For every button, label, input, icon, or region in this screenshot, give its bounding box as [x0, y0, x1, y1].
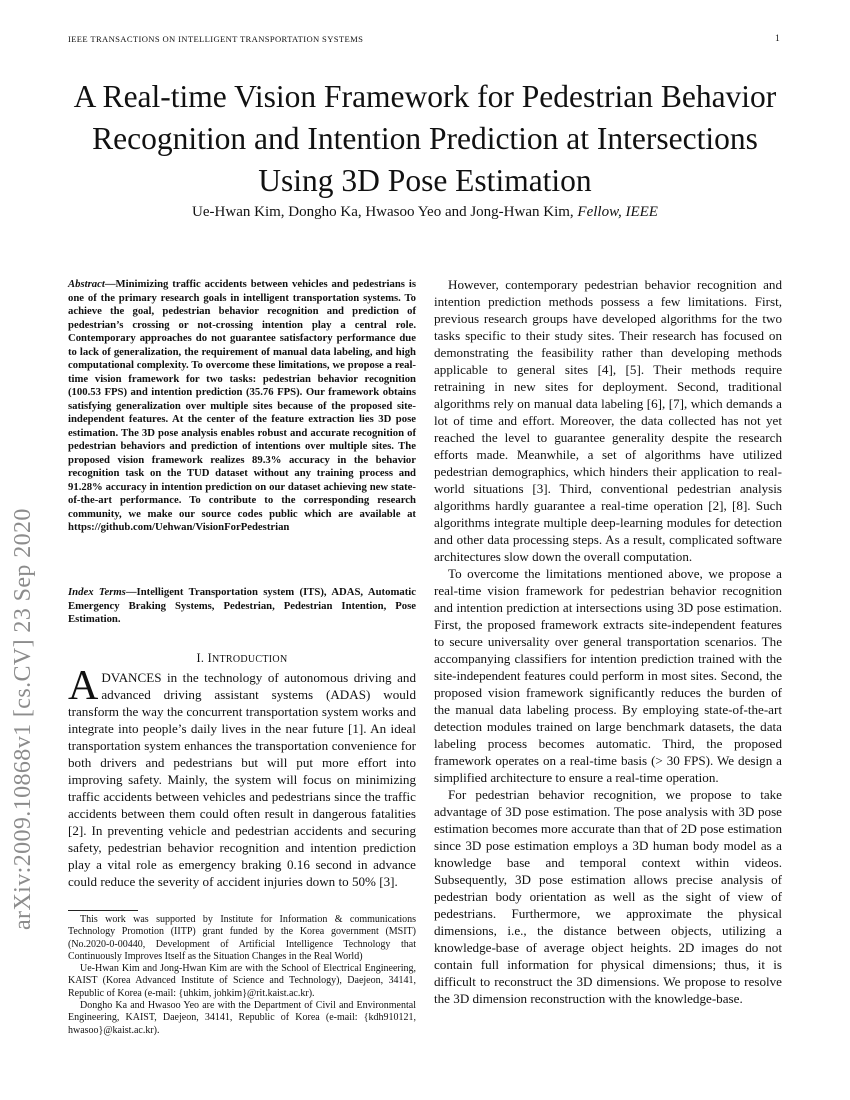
drop-cap: A: [68, 663, 99, 709]
arxiv-stamp: arXiv:2009.10868v1 [cs.CV] 23 Sep 2020: [10, 508, 36, 930]
paragraph-limitations: However, contemporary pedestrian behavior recognition and intention prediction methods possess a few limitations. First, previous research groups have developed algorithms for the two tasks specific to their study sites. Their research has focused on demonstrating the feasibility rather than developing methods applicable to general sites [4], [5]. Their methods require retraining in new sites for deployment. Second, traditional algorithms rely on manual data labeling [6], [7], which demands a lot of time and effort. Moreover, the data collected has not yet reached the level to guarantee generality despite the research efforts made. Meanwhile, a set of algorithms have utilized pedestrian demographics, which hinders their application to real-world situations [3]. Third, conventional pedestrian analysis algorithms hardly guarantee a real-time operation [2], [8]. Such algorithms integrate multiple deep-learning modules for detection and other data processing steps. As a result, complicated software architectures slow down the overall computation.: [434, 277, 782, 564]
introduction-paragraph: [68, 663, 416, 890]
footnote-funding: This work was supported by Institute for Information & communications Technology Promotion (IITP) grant funded by the Korea government (MSIT) (No.2020-0-00440, Development of Artificial Intelligence Technology that Continuously Improves Itself as the Situation Changes in the Real World): [68, 914, 416, 962]
index-terms-label: Index Terms: [68, 586, 126, 598]
paper-title: A Real-time Vision Framework for Pedestrian Behavior Recognition and Intention Prediction at Intersections Using 3D Pose Estimation: [73, 79, 777, 198]
abstract: [68, 278, 416, 535]
section-heading: [68, 651, 416, 666]
abstract-text: —Minimizing traffic accidents between vehicles and pedestrians is one of the primary research goals in intelligent transportation systems. To achieve the goal, pedestrian behavior recognition and prediction of pedestrian’s crossing or not-crossing intention play a central role. Contemporary approaches do not guarantee satisfactory performance due to lack of generalization, the requirement of manual data labeling, and high computational complexity. To overcome these limitations, we propose a real-time vision framework for two tasks: pedestrian behavior recognition (100.53 FPS) and intention prediction (35.76 FPS). Our framework obtains satisfying generalization over multiple sites because of the proposed site-independent features. At the center of the feature extraction lies 3D pose estimation. The 3D pose analysis enables robust and accurate recognition of pedestrian behaviors and prediction of intentions over multiple sites. The proposed vision framework realizes 89.3% accuracy in the behavior recognition task on the TUD dataset without any training process and 91.28% accuracy in intention prediction on our dataset achieving new state-of-the-art performance. To contribute to the corresponding research community, we make our source codes public which are available at https://github.com/Uehwan/VisionForPedestrian: [68, 278, 416, 533]
footnote-affiliation-2: Dongho Ka and Hwasoo Yeo are with the Department of Civil and Environmental Engineering, KAIST, Daejeon, 34141, Republic of Korea (e-mail: {kdh910121, hwasoo}@kaist.ac.kr).: [68, 1000, 416, 1036]
author-fellow: Fellow, IEEE: [577, 204, 658, 220]
page-number: 1: [775, 34, 780, 44]
author-names: Ue-Hwan Kim, Dongho Ka, Hwasoo Yeo and Jong-Hwan Kim,: [192, 204, 574, 220]
right-column: [434, 276, 782, 1007]
index-terms: [68, 586, 416, 627]
section-numeral: I.: [196, 651, 205, 665]
footnote-affiliation-1: Ue-Hwan Kim and Jong-Hwan Kim are with the School of Electrical Engineering, KAIST (Korea Advanced Institute of Science and Technology), Daejeon, 34141, Republic of Korea (e-mail: {uhkim, johkim}@rit.kaist.ac.kr).: [68, 963, 416, 999]
footnotes: [68, 914, 416, 1037]
paragraph-pose: For pedestrian behavior recognition, we propose to take advantage of 3D pose estimation. The pose analysis with 3D pose estimation becomes more accurate than that of 2D pose estimation since 3D pose estimation employs a 3D human body model as a knowledge base and temporal context within videos. Subsequently, 3D pose estimation allows precise analysis of pedestrian body orientation as well as the sight of view of pedestrians. Furthermore, we approximate the physical dimensions, i.e., the distance between objects, utilizing a knowledge-base of average object heights. 2D images do not contain full information for physical dimensions; thus, it is difficult to reconstruct the 3D dimensions. We propose to resolve the 3D dimension reconstruction with the knowledge-base.: [434, 787, 782, 1006]
intro-text: DVANCES in the technology of autonomous driving and advanced driving assistant systems (ADAS) would transform the way the concurrent transportation system works and integrate into people’s daily lives in the near future [1]. An ideal transportation system enhances the transportation convenience for both drivers and pedestrians but will put more effort into improving safety. Mainly, the system will focus on minimizing traffic accidents between vehicles and pedestrians since the traffic accidents between them could often result in dangerous fatalities [2]. In preventing vehicle and pedestrian accidents and securing safety, pedestrian behavior recognition and intention prediction play a vital role as emergency braking 0.16 second in advance could reduce the severity of accident injuries down to 50% [3].: [68, 670, 416, 889]
author-list: [60, 204, 790, 221]
paragraph-proposal: To overcome the limitations mentioned above, we propose a real-time vision framework for pedestrian behavior recognition and intention prediction at intersections using 3D pose estimation. First, the proposed framework extracts site-independent features to secure universality over general transportation scenarios. The accompanying classifiers for intention prediction trained with the site-independent features could perform in most sites. Second, the proposed vision framework significantly reduces the burden of the manual data labeling process. By employing state-of-the-art detection modules trained on large benchmark datasets, the data labeling process becomes automatic. Third, the proposed framework operates on a real-time basis (> 30 FPS). We design a simplified architecture to ensure a real-time operation.: [434, 566, 782, 785]
index-terms-text: —Intelligent Transportation system (ITS), ADAS, Automatic Emergency Braking Systems, Pedestrian, Pedestrian Intention, Pose Estimation.: [68, 586, 416, 625]
abstract-label: Abstract: [68, 278, 105, 290]
section-rest: NTRODUCTION: [211, 654, 288, 665]
section-first-letter: I: [207, 651, 212, 665]
journal-header: IEEE TRANSACTIONS ON INTELLIGENT TRANSPORTATION SYSTEMS: [68, 34, 364, 44]
footnote-rule: [68, 910, 138, 911]
